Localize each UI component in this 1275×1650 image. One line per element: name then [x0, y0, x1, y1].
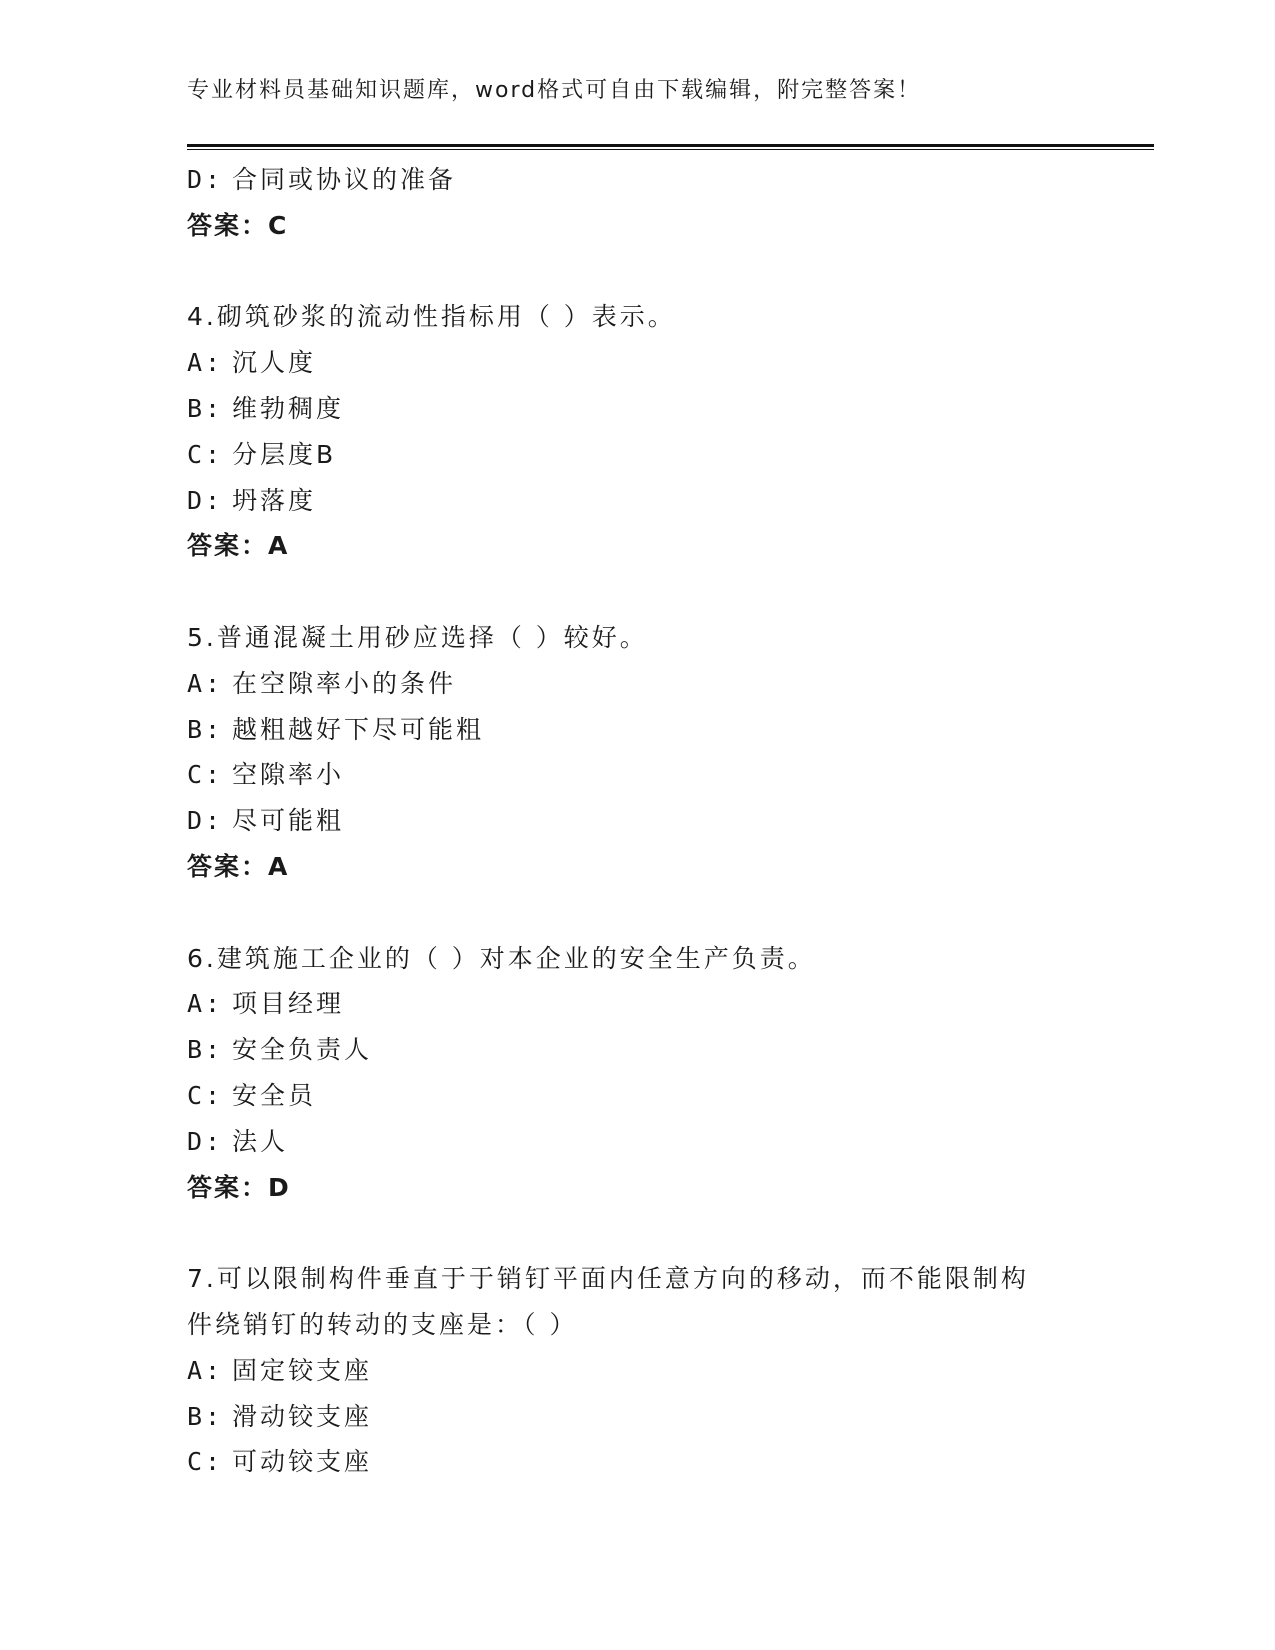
header-rule-thin	[187, 149, 1154, 150]
option-line	[187, 798, 1087, 844]
option-letter: B:	[187, 714, 224, 744]
option-line	[187, 752, 1087, 798]
option-letter: B:	[187, 1401, 224, 1431]
option-letter: C:	[187, 1447, 224, 1477]
option-letter: B:	[187, 1035, 224, 1065]
option-line	[187, 1119, 1087, 1165]
option-line	[187, 478, 1087, 524]
option-text: 项目经理	[232, 989, 345, 1019]
spacer	[187, 1210, 1087, 1256]
option-letter: C:	[187, 439, 224, 469]
spacer	[187, 569, 1087, 615]
option-line	[187, 707, 1087, 753]
answer-line: 答案：C	[187, 210, 289, 240]
option-letter: A:	[187, 668, 224, 698]
option-text: 可动铰支座	[232, 1447, 373, 1477]
answer-line: 答案：D	[187, 1172, 291, 1202]
answer-line: 答案：A	[187, 531, 290, 561]
option-text: 分层度B	[232, 439, 337, 469]
option-text: 空隙率小	[232, 760, 345, 790]
option-text: 法人	[232, 1126, 289, 1156]
option-text: 安全员	[232, 1080, 317, 1110]
question-block	[187, 615, 1087, 936]
question-stem: 6.建筑施工企业的（ ）对本企业的安全生产负责。	[187, 943, 816, 973]
option-letter: B:	[187, 393, 224, 423]
option-letter: D:	[187, 165, 224, 194]
option-letter: A:	[187, 1355, 224, 1385]
option-line	[187, 981, 1087, 1027]
question-block	[187, 1256, 1087, 1485]
option-letter: C:	[187, 760, 224, 790]
option-letter: D:	[187, 485, 224, 515]
spacer	[187, 890, 1087, 936]
option-text: 滑动铰支座	[232, 1401, 373, 1431]
option-line	[187, 340, 1087, 386]
option-line	[187, 432, 1087, 478]
option-text: 坍落度	[232, 485, 317, 515]
option-line	[187, 1394, 1087, 1440]
option-text: 安全负责人	[232, 1035, 373, 1065]
question-block	[187, 936, 1087, 1257]
option-letter: A:	[187, 348, 224, 378]
option-text: 合同或协议的准备	[232, 165, 457, 194]
option-line	[187, 1348, 1087, 1394]
option-letter: A:	[187, 989, 224, 1019]
option-letter: D:	[187, 806, 224, 836]
option-line	[187, 1073, 1087, 1119]
option-text: 维勃稠度	[232, 393, 345, 423]
question-stem: 4.砌筑砂浆的流动性指标用（ ）表示。	[187, 302, 676, 332]
option-text: 固定铰支座	[232, 1355, 373, 1385]
option-line	[187, 1439, 1087, 1485]
question-content	[187, 157, 1087, 1485]
question-list	[187, 294, 1087, 1485]
option-text: 在空隙率小的条件	[232, 668, 457, 698]
option-line	[187, 386, 1087, 432]
option-line	[187, 157, 1087, 203]
option-text: 尽可能粗	[232, 806, 345, 836]
option-letter: D:	[187, 1126, 224, 1156]
option-text: 越粗越好下尽可能粗	[232, 714, 485, 744]
spacer	[187, 249, 1087, 295]
question-block	[187, 294, 1087, 615]
option-letter: C:	[187, 1080, 224, 1110]
option-line	[187, 1027, 1087, 1073]
option-line	[187, 661, 1087, 707]
question-stem: 5.普通混凝土用砂应选择（ ）较好。	[187, 622, 648, 652]
page-header: 专业材料员基础知识题库，word格式可自由下载编辑，附完整答案！	[187, 78, 922, 103]
header-rule-thick	[187, 144, 1154, 147]
answer-line: 答案：A	[187, 851, 290, 881]
question-stem: 7.可以限制构件垂直于于销钉平面内任意方向的移动，而不能限制构	[187, 1264, 1029, 1294]
option-text: 沉人度	[232, 348, 317, 378]
question-stem: 件绕销钉的转动的支座是：（ ）	[187, 1309, 578, 1339]
